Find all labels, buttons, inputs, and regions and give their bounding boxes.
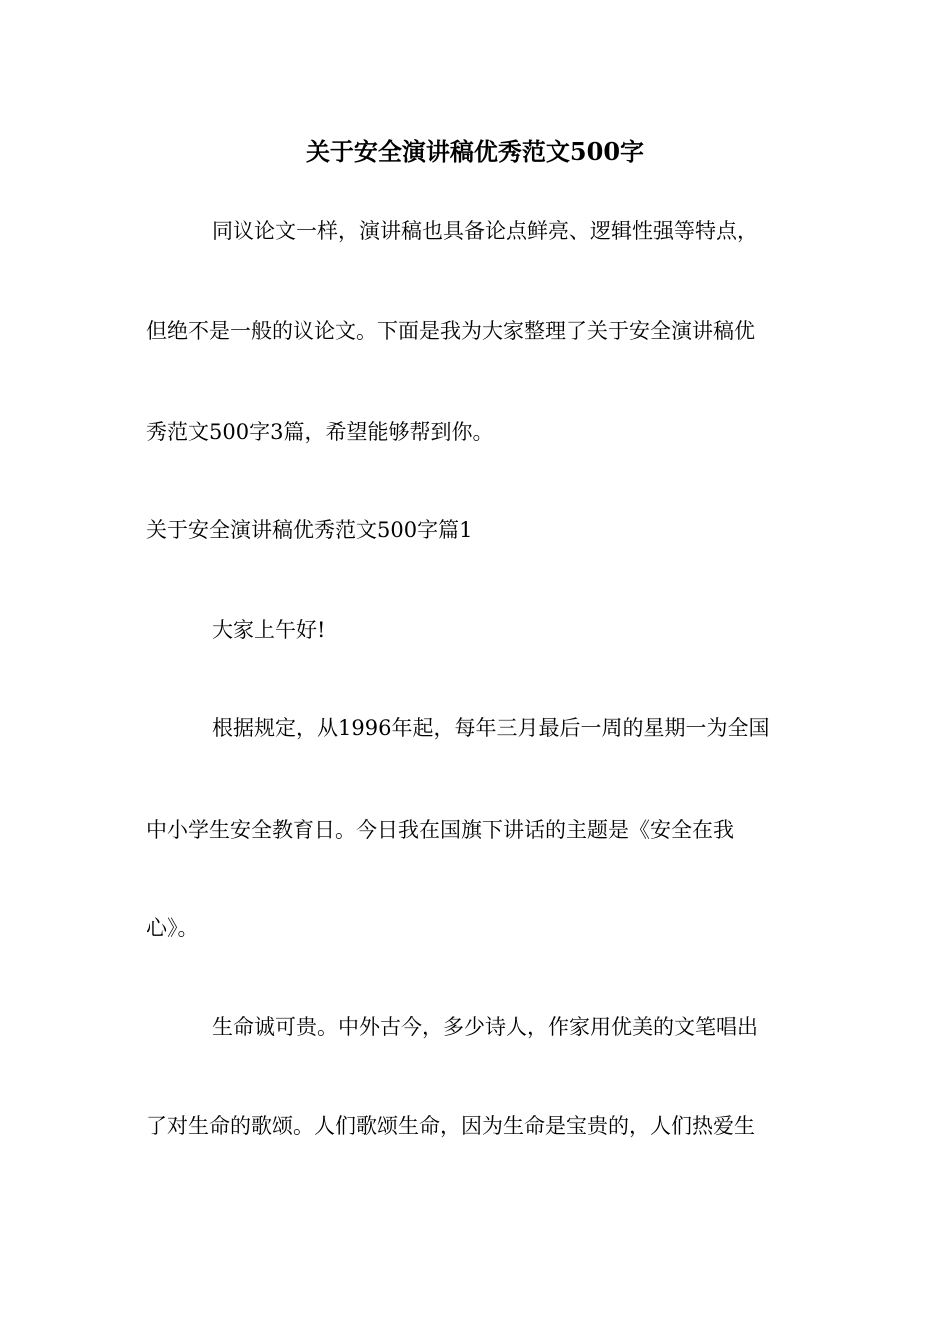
paragraph-line: 心》。 <box>146 916 199 940</box>
paragraph-line: 中小学生安全教育日。今日我在国旗下讲话的主题是《安全在我 <box>146 818 734 842</box>
paragraph-line: 大家上午好! <box>212 618 326 642</box>
paragraph-line: 根据规定，从1996年起，每年三月最后一周的星期一为全国 <box>212 716 770 740</box>
paragraph-line: 同议论文一样，演讲稿也具备论点鲜亮、逻辑性强等特点， <box>212 219 758 243</box>
paragraph-line: 生命诚可贵。中外古今，多少诗人，作家用优美的文笔唱出 <box>212 1015 758 1039</box>
paragraph-line: 秀范文500字3篇，希望能够帮到你。 <box>146 420 494 444</box>
document-title: 关于安全演讲稿优秀范文500字 <box>305 137 645 166</box>
paragraph-line: 了对生命的歌颂。人们歌颂生命，因为生命是宝贵的，人们热爱生 <box>146 1114 755 1138</box>
section-heading: 关于安全演讲稿优秀范文500字篇1 <box>146 518 473 542</box>
paragraph-line: 但绝不是一般的议论文。下面是我为大家整理了关于安全演讲稿优 <box>146 319 755 343</box>
